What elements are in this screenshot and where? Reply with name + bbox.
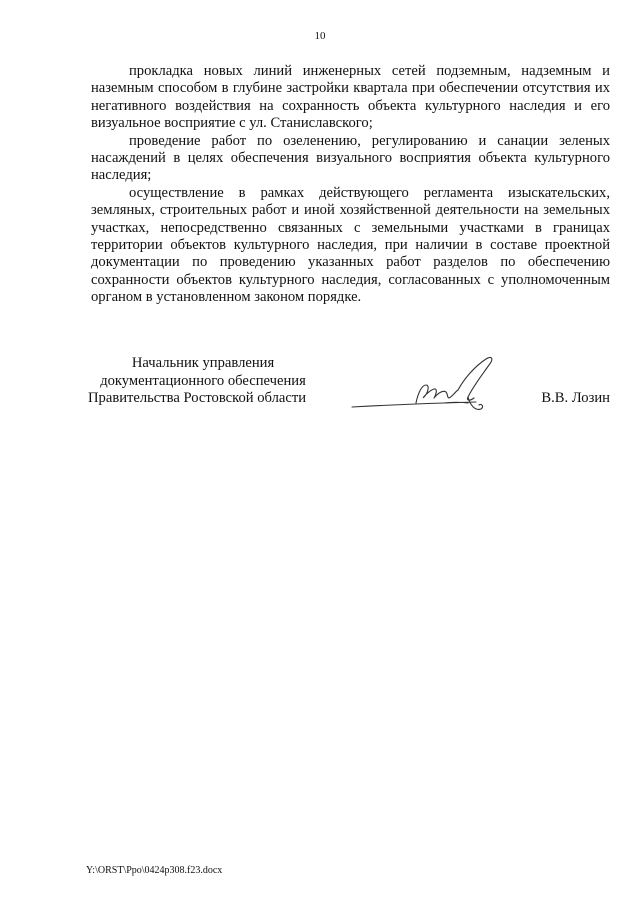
signatory-title-line: документационного обеспечения: [100, 372, 306, 389]
signatory-title: [88, 355, 318, 408]
paragraph-engineering-networks: прокладка новых линий инженерных сетей подземным, надземным и наземным способом в глубине застройки квартала при обеспечении отсутствия их негативного воздействия на сохранность объекта культурного наследия и его визуальное восприятие с ул. Станиславского;: [91, 63, 610, 132]
signatory-name: В.В. Лозин: [541, 390, 610, 406]
document-body: [91, 63, 610, 307]
page-number: 10: [314, 30, 326, 42]
signatory-title-line: Правительства Ростовской области: [88, 390, 307, 407]
handwritten-signature: [348, 345, 508, 420]
paragraph-landscaping: проведение работ по озеленению, регулированию и санации зеленых насаждений в целях обеспечения визуального восприятия объекта культурного наследия;: [91, 132, 610, 184]
signatory-title-line: Начальник управления: [131, 355, 275, 371]
paragraph-construction-works: осуществление в рамках действующего регламента изыскательских, земляных, строительных работ и иной хозяйственной деятельности на земельных участках, непосредственно связанных с земельными участками в границах территории объектов культурного наследия, при наличии в составе проектной документации по проведению указанных работ разделов по обеспечению сохранности объектов культурного наследия, согласованных с уполномоченным органом в установленном законом порядке.: [91, 184, 610, 306]
document-file-path: Y:\ORST\Ppo\0424p308.f23.docx: [86, 865, 223, 876]
